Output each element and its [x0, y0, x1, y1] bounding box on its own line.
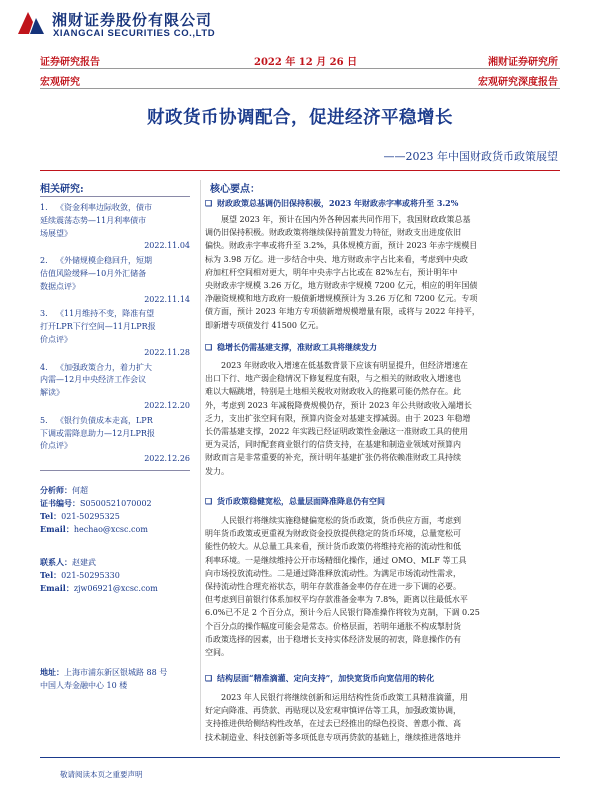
related-item[interactable]: 5. 《银行负债成本走高，LPR 下调或需降息助力—12月LPR报 价点评》 2022.12.26: [40, 415, 190, 466]
category-right: 宏观研究深度报告: [478, 77, 558, 88]
company-name-en: XIANGCAI SECURITIES CO.,LTD: [53, 28, 216, 39]
title-rule: [40, 170, 560, 171]
section-body: 2023 年财政收入增速在低基数背景下应该有明显提升，但经济增速在 出口下行、地产弱企稳情况下修复程度有限，与之相关的财政收入增速也 难以大幅跳增，特别是土地相关税收对财政收入的拖累可能仍然存在。此 外，考虑到 2023 年减税降费规模仍存，预计 2023 年公共财政收入端增长 乏力，支出扩张空间有限，预算内资金对基建支撑减弱。由于 2023 年稳增 长仍需基建支撑，2022 年实践已经证明政策性金融这一准财政工具的使用 更为灵活，同时配套商业银行的信贷支持，在基建和制造业领域对预算内 财政而言是非常重要的补充，预计明年基建扩张仍将依赖准财政工具持续 发力。: [205, 361, 472, 476]
related-rule-bottom: [40, 470, 190, 471]
footer-rule: [40, 757, 560, 758]
section-body: 2023 年人民银行将继续创新和运用结构性货币政策工具精准滴灌，用 好定向降准、再贷款、再贴现以及宏观审慎评估等工具，加强政策协调， 支持推进供给侧结构性改革，在过去已经推出的绿色投资、普惠小微、高 技术制造业、科技创新等多项低息专项再贷款的基础上，继续推进落地并: [205, 693, 468, 742]
address-block: 地址：上海市浦东新区银城路 88 号 中国人寿金融中心 10 楼: [40, 667, 168, 690]
related-date: 2022.12.26: [144, 454, 190, 464]
report-title: 财政货币协调配合，促进经济平稳增长: [147, 108, 453, 128]
section-arrow-icon: ❏: [205, 198, 213, 208]
related-list: [40, 202, 190, 466]
section-arrow-icon: ❏: [205, 342, 213, 352]
related-item[interactable]: 4. 《加强政策合力，着力扩大 内需—12月中央经济工作会议 解读》 2022.12.20: [40, 362, 190, 413]
section-heading: ❏ 稳增长仍需基建支撑，准财政工具将继续发力: [205, 342, 377, 352]
category-left: 宏观研究: [40, 77, 80, 88]
related-date: 2022.11.04: [144, 241, 190, 251]
company-logo-icon: [16, 8, 46, 38]
report-subtitle: ——2023 年中国财政货币政策展望: [383, 150, 558, 163]
contact-email[interactable]: zjw06921@xcsc.com: [73, 584, 158, 593]
related-date: 2022.11.28: [144, 347, 190, 357]
key-points-heading: 核心要点：: [210, 184, 260, 195]
related-research-heading: 相关研究:: [40, 184, 84, 195]
section-arrow-icon: ❏: [205, 496, 213, 506]
company-name-cn: 湘财证券股份有限公司: [52, 11, 213, 29]
analyst-email[interactable]: hechao@xcsc.com: [73, 525, 148, 534]
analyst-cert: S0500521070002: [80, 499, 152, 508]
related-item[interactable]: 2. 《外储规模企稳回升，短期 估值风险缓释—10月外汇储备 数据点评》 2022.11.14: [40, 255, 190, 306]
section-arrow-icon: ❏: [205, 673, 213, 683]
header-divider: [40, 68, 560, 69]
analyst-block: 分析师：何超 证书编号：S0500521070002 Tel：021-50295325 Email：hechao@xcsc.com: [40, 485, 152, 534]
contact-name: 赵建武: [72, 558, 96, 567]
footer-disclaimer[interactable]: 敬请阅读本页之重要声明: [60, 770, 143, 779]
section-body: 展望 2023 年，预计在国内外各种因素共同作用下，我国财政政策总基 调仍旧保持积极。财政政策将继续保持前置发力特征，财政支出进度依旧 偏快。财政赤字率或将升至 3.2%，具体规模方面，预计 2023 年赤字规模目 标为 3.98 万亿。进一步结合中央、地方财政赤字占比来看，考虑到中央政 府加杠杆空间相对更大，明年中央赤字占比或在 82%左右，预计明年中 央财政赤字规模 3.26 万亿，地方财政赤字规模 7200 亿元，相应的明年国债 净融资规模和地方政府一般债新增规模预计为 3.26 万亿和 7200 亿元。专项 债方面，预计 2023 年地方专项债新增规模增量有限，或将与 2022 年持平， 即新增专项债发行 41500 亿元。: [205, 215, 480, 330]
related-date: 2022.11.14: [144, 294, 190, 304]
analyst-name: 何超: [72, 486, 88, 495]
related-item[interactable]: 1. 《资金利率边际收敛，债市 延续震荡态势—11月利率债市 场展望》 2022.11.04: [40, 202, 190, 253]
section-heading: ❏ 结构层面“精准滴灌、定向支持”，加快宽货币向宽信用的转化: [205, 673, 435, 683]
column-divider: [200, 180, 201, 740]
section-heading: ❏ 货币政策稳健宽松，总量层面降准降息仍有空间: [205, 496, 385, 506]
contact-tel: 021-50295330: [61, 571, 120, 580]
related-date: 2022.12.20: [144, 400, 190, 410]
report-date: 2022 年 12 月 26 日: [254, 57, 358, 68]
related-item[interactable]: 3. 《11月维持不变，降准有望 打开LPR下行空间—11月LPR报 价点评》 2022.11.28: [40, 308, 190, 359]
institute-name: 湘财证券研究所: [488, 57, 558, 68]
analyst-tel: 021-50295325: [61, 512, 120, 521]
section-body: 人民银行将继续实施稳健偏宽松的货币政策，货币供应方面，考虑到 明年货币政策或更重视为财政资金投放提供稳定的货币环境，总量宽松可 能性仍较大。从总量工具来看，预计货币政策仍将维持充裕的流动性和低 利率环境。一是继续维持公开市场精细化操作，通过 OMO、MLF 等工具 向市场投放流动性。二是通过降准释放流动性。为满足市场流动性需求， 保持流动性合理充裕状态，明年存款准备金率仍存在进一步下调的必要。 但考虑到目前银行体系加权平均存款准备金率为 7.8%，距离以往最低水平 6.0%已不足 2 个百分点，预计今后人民银行降准操作将较为克制，下调 0.25 个百分点的操作幅度可能会是常态。价格层面，若明年通胀不构成掣肘货 币政策选择的因素，出于稳增长支持实体经济发展的初衷，降息操作仍有 空间。: [205, 516, 480, 658]
section-heading: ❏ 财政政策总基调仍旧保持积极，2023 年财政赤字率或将升至 3.2%: [205, 198, 459, 208]
contact-block: 联系人：赵建武 Tel：021-50295330 Email：zjw06921@xcsc.com: [40, 557, 158, 593]
header-divider-2: [40, 88, 560, 89]
related-rule-top: [40, 196, 190, 197]
report-type: 证券研究报告: [40, 57, 100, 68]
